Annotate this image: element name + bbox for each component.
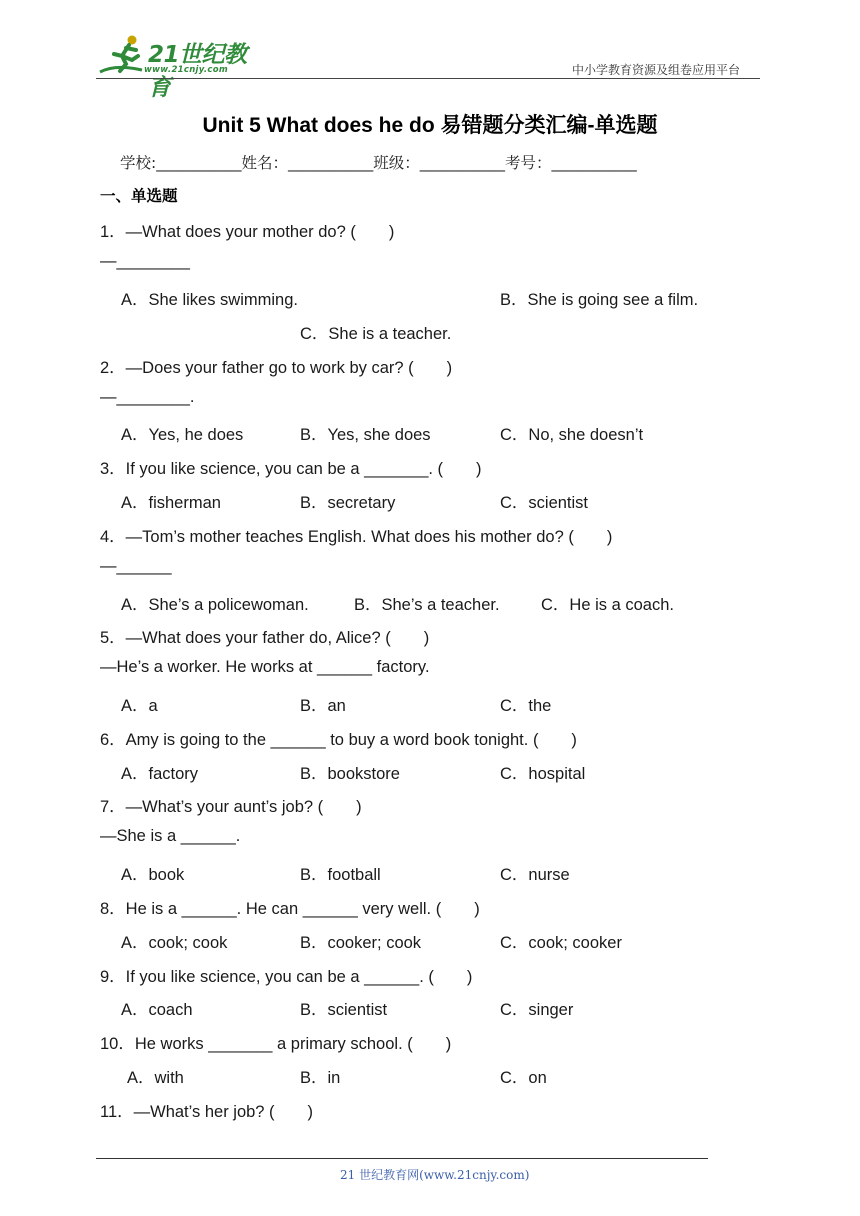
option-a[interactable]: A．cook; cook bbox=[121, 934, 228, 952]
question-stem: 1．—What does your mother do? ( ) bbox=[100, 223, 395, 241]
option-b[interactable]: B．secretary bbox=[300, 494, 396, 512]
option-c[interactable]: C．the bbox=[500, 697, 552, 715]
option-b[interactable]: B．scientist bbox=[300, 1001, 388, 1019]
logo-text: 21世纪教育 bbox=[148, 42, 247, 101]
question-stem: 5．—What does your father do, Alice? ( ) bbox=[100, 629, 430, 647]
option-a[interactable]: A．with bbox=[127, 1069, 184, 1087]
question-stem: 2．—Does your father go to work by car? ( ) bbox=[100, 359, 453, 377]
option-c[interactable]: C．scientist bbox=[500, 494, 589, 512]
option-a[interactable]: A．She’s a policewoman. bbox=[121, 596, 309, 614]
option-c[interactable]: C．He is a coach. bbox=[541, 596, 674, 614]
question-stem: 4．—Tom’s mother teaches English. What does his mother do? ( ) bbox=[100, 528, 613, 546]
option-a[interactable]: A．fisherman bbox=[121, 494, 221, 512]
option-c[interactable]: C．No, she doesn’t bbox=[500, 426, 644, 444]
option-c[interactable]: C．singer bbox=[500, 1001, 574, 1019]
option-b[interactable]: B．bookstore bbox=[300, 765, 400, 783]
question-answer-line: —______ bbox=[100, 557, 172, 575]
runner-icon bbox=[96, 34, 148, 80]
question-answer-line: —She is a ______. bbox=[100, 827, 241, 845]
student-info-line: 学校:___________姓名：___________班级：___________考号：___________ bbox=[120, 154, 637, 172]
option-b[interactable]: B．an bbox=[300, 697, 346, 715]
site-logo bbox=[96, 34, 266, 101]
page-title: Unit 5 What does he do 易错题分类汇编-单选题 bbox=[202, 114, 658, 137]
question-stem: 10．He works _______ a primary school. ( ) bbox=[100, 1035, 452, 1053]
logo-url: www.21cnjy.com bbox=[144, 65, 228, 75]
option-c[interactable]: C．hospital bbox=[500, 765, 586, 783]
section-heading: 一、单选题 bbox=[100, 187, 178, 205]
option-b[interactable]: B．She’s a teacher. bbox=[354, 596, 500, 614]
option-c[interactable]: C．nurse bbox=[500, 866, 570, 884]
question-stem: 7．—What’s your aunt’s job? ( ) bbox=[100, 798, 362, 816]
footer-divider bbox=[96, 1158, 708, 1159]
header-platform-text: 中小学教育资源及组卷应用平台 bbox=[572, 63, 741, 77]
footer-text[interactable]: 21 世纪教育网(www.21cnjy.com) bbox=[340, 1168, 530, 1182]
option-a[interactable]: A．book bbox=[121, 866, 185, 884]
option-a[interactable]: A．factory bbox=[121, 765, 199, 783]
option-b[interactable]: B．football bbox=[300, 866, 381, 884]
option-c[interactable]: C．cook; cooker bbox=[500, 934, 622, 952]
option-c[interactable]: C．on bbox=[500, 1069, 547, 1087]
option-b[interactable]: B．cooker; cook bbox=[300, 934, 422, 952]
question-answer-line: —________ bbox=[100, 252, 190, 270]
question-stem: 9．If you like science, you can be a ______. ( ) bbox=[100, 968, 473, 986]
question-answer-line: —________. bbox=[100, 388, 195, 406]
question-stem: 3．If you like science, you can be a _______. ( ) bbox=[100, 460, 482, 478]
option-a[interactable]: A．coach bbox=[121, 1001, 193, 1019]
question-stem: 8．He is a ______. He can ______ very well. ( ) bbox=[100, 900, 480, 918]
option-a[interactable]: A．She likes swimming. bbox=[121, 291, 298, 309]
option-b[interactable]: B．Yes, she does bbox=[300, 426, 431, 444]
option-b[interactable]: B．in bbox=[300, 1069, 341, 1087]
header-divider bbox=[96, 78, 760, 79]
question-stem: 11．—What’s her job? ( ) bbox=[100, 1103, 314, 1121]
option-a[interactable]: A．a bbox=[121, 697, 158, 715]
option-c[interactable]: C．She is a teacher. bbox=[300, 325, 452, 343]
option-a[interactable]: A．Yes, he does bbox=[121, 426, 244, 444]
question-stem: 6．Amy is going to the ______ to buy a word book tonight. ( ) bbox=[100, 731, 577, 749]
question-answer-line: —He’s a worker. He works at ______ factory. bbox=[100, 658, 430, 676]
option-b[interactable]: B．She is going see a film. bbox=[500, 291, 699, 309]
